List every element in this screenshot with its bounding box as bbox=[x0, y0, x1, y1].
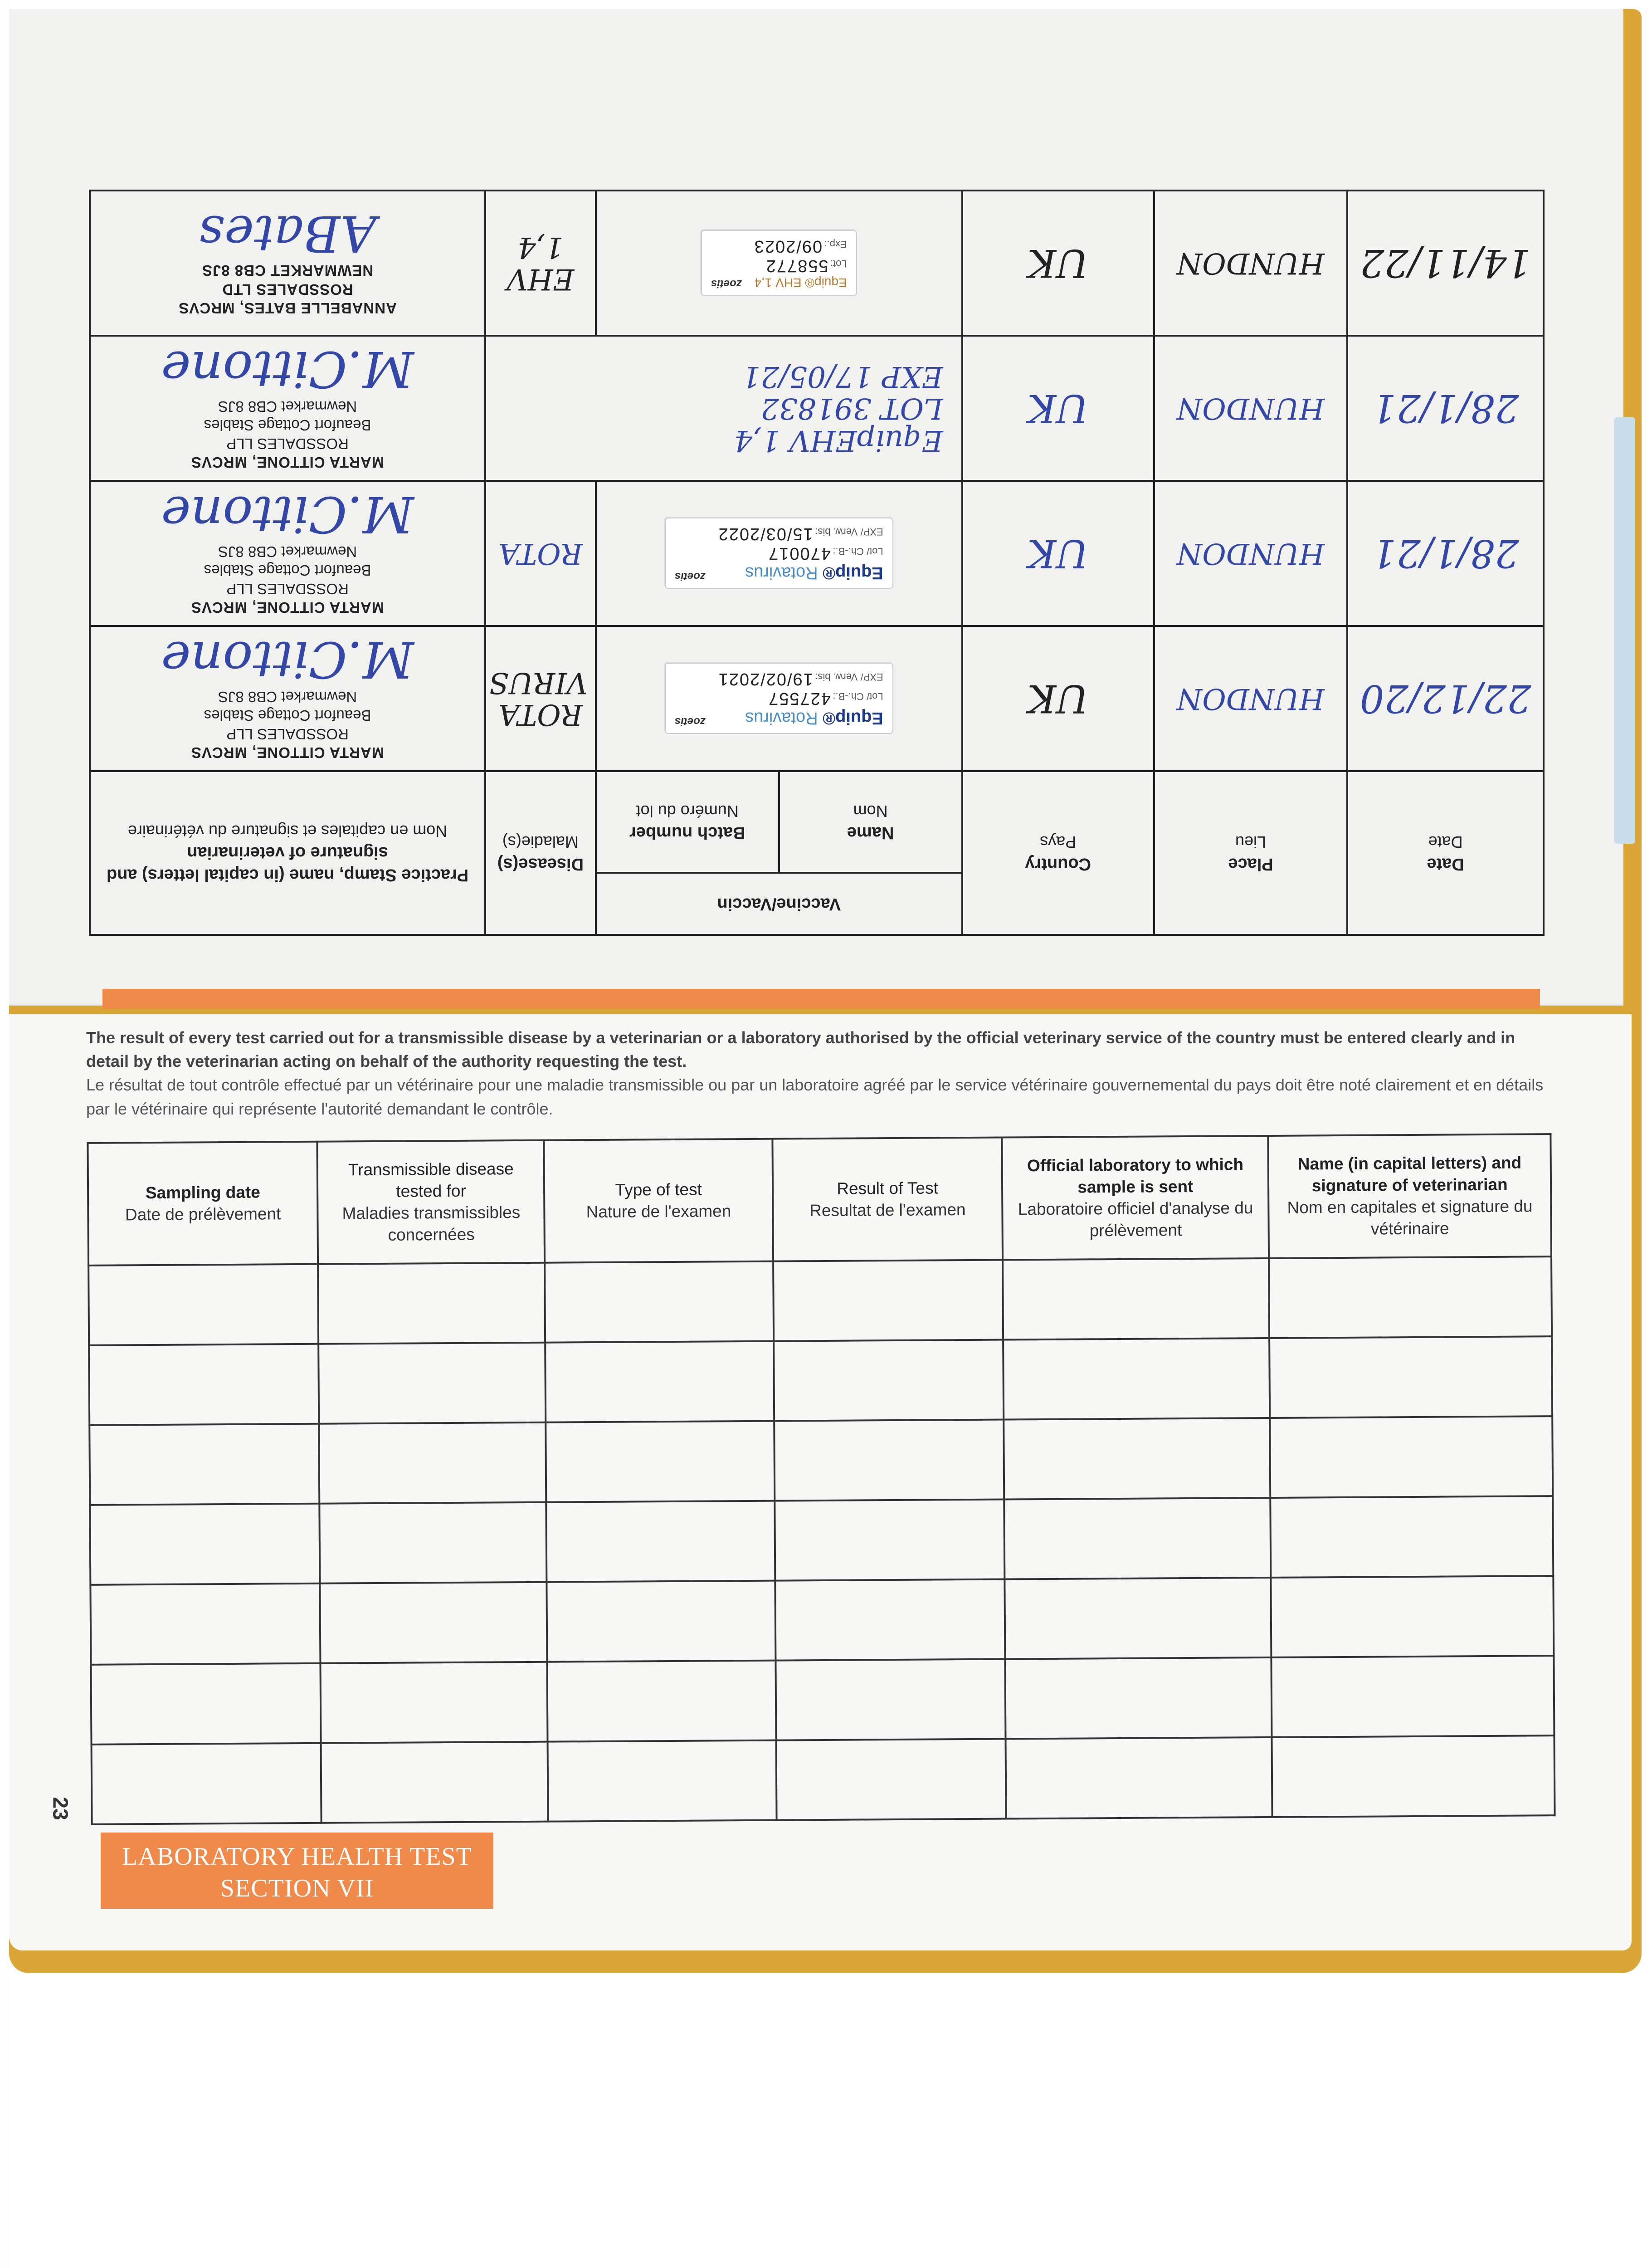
header-vaccine-name: Name Nom bbox=[779, 771, 962, 873]
vaccine-sticker: Equip® Rotavirus zoetis Lot/ Ch.-B.: 470017 EXP/ Verw. bis: 15/03/2022 bbox=[665, 518, 893, 589]
vaccine-sticker-cell bbox=[596, 191, 962, 336]
sticker-brand: Equip® Rotavirus zoetis bbox=[674, 709, 883, 728]
lab-instructions bbox=[86, 1026, 1551, 1121]
vet-signature: M.Cittone bbox=[161, 631, 414, 689]
header-practice-stamp: Practice Stamp, name (in capital letters) and signature of veterinarian Nom en capitales et signature du vétérinaire bbox=[90, 771, 485, 935]
lab-empty-row bbox=[89, 1416, 1553, 1505]
vaccine-sticker-cell bbox=[596, 626, 962, 771]
practice-stamp-cell bbox=[90, 191, 485, 336]
lab-test-table bbox=[87, 1133, 1555, 1825]
lab-header-result: Result of Test Resultat de l'examen bbox=[772, 1138, 1003, 1261]
lab-empty-row bbox=[92, 1735, 1555, 1824]
practice-stamp: MARTA CITTONE, MRCVS ROSSDALES LLP Beaufort Cottage Stables Newmarket CB8 8JS bbox=[190, 398, 385, 471]
handwritten-vaccine-expiry: EXP 17/05/21 bbox=[742, 359, 943, 393]
practice-stamp-cell bbox=[90, 481, 485, 626]
sticker-brand: Equip® EHV 1,4 zoetis bbox=[711, 276, 847, 290]
section-title: LABORATORY HEALTH TEST bbox=[122, 1843, 472, 1871]
row-place: HUNDON bbox=[1154, 626, 1347, 771]
row-disease: EHV 1,4 bbox=[485, 191, 596, 336]
vaccine-sticker: Equip® EHV 1,4 zoetis Lot: 558772 Exp.: 09/2023 bbox=[701, 230, 857, 296]
blue-page-tab bbox=[1614, 417, 1635, 844]
lab-header-row bbox=[88, 1134, 1551, 1266]
lab-header-sampling-date: Sampling date Date de prélèvement bbox=[88, 1142, 318, 1266]
sticker-expiry: 09/2023 bbox=[753, 237, 823, 256]
header-diseases: Disease(s) Maladie(s) bbox=[485, 771, 596, 935]
vaccination-row bbox=[90, 336, 1544, 481]
lab-instructions-en: The result of every test carried out for a transmissible disease by a veterinarian or a laboratory authorised by the official veterinary service of the country must be entered clearly and in detail by the veterinarian acting on behalf of the authority requesting the test. bbox=[86, 1028, 1515, 1071]
vet-signature: M.Cittone bbox=[161, 485, 414, 544]
row-country: UK bbox=[962, 336, 1154, 481]
practice-stamp: ANNABELLE BATES, MRCVS ROSSDALES LTD NEWMARKET CB8 8JS bbox=[178, 262, 397, 317]
lab-header-vet-name: Name (in capital letters) and signature of veterinarian Nom en capitales et signature du vétérinaire bbox=[1268, 1134, 1551, 1258]
vaccination-row bbox=[90, 481, 1544, 626]
vaccine-sticker-cell bbox=[596, 481, 962, 626]
row-place: HUNDON bbox=[1154, 191, 1347, 336]
vet-signature: M.Cittone bbox=[161, 340, 414, 399]
lab-instructions-fr: Le résultat de tout contrôle effectué par un vétérinaire pour une maladie transmissible ou par un laboratoire agréé par le service vétérinaire gouvernemental du pays doit être noté clairement et en détails par le vétérinaire qui représente l'autorité demandant le contrôle. bbox=[86, 1075, 1544, 1118]
practice-stamp: MARTA CITTONE, MRCVS ROSSDALES LLP Beaufort Cottage Stables Newmarket CB8 8JS bbox=[190, 688, 385, 762]
sticker-lot: 558772 bbox=[765, 256, 828, 275]
sticker-lot: 470017 bbox=[768, 544, 831, 563]
vaccination-table bbox=[89, 190, 1545, 936]
practice-stamp-cell bbox=[90, 336, 485, 481]
practice-stamp: MARTA CITTONE, MRCVS ROSSDALES LLP Beaufort Cottage Stables Newmarket CB8 8JS bbox=[190, 543, 385, 616]
section-number: SECTION VII bbox=[220, 1874, 374, 1902]
row-disease: ROTA bbox=[485, 481, 596, 626]
practice-stamp-cell bbox=[90, 626, 485, 771]
sticker-lot: 427557 bbox=[768, 689, 831, 709]
lab-header-test-type: Type of test Nature de l'examen bbox=[544, 1139, 773, 1263]
lab-empty-row bbox=[91, 1656, 1554, 1745]
row-date: 22/12/20 bbox=[1347, 626, 1544, 771]
vaccination-table-upside-down bbox=[89, 190, 1545, 936]
header-date: Date Date bbox=[1347, 771, 1544, 935]
row-date: 14/11/22 bbox=[1347, 191, 1544, 336]
handwritten-vaccine-name: EquipEHV 1,4 bbox=[734, 423, 943, 457]
lab-header-laboratory: Official laboratory to which sample is sent Laboratoire officiel d'analyse du prélèvement bbox=[1002, 1136, 1269, 1260]
vaccination-row bbox=[90, 191, 1544, 336]
lab-empty-row bbox=[90, 1496, 1553, 1585]
lab-empty-row bbox=[89, 1336, 1552, 1425]
vet-signature: ABates bbox=[199, 205, 376, 263]
vaccination-header-row bbox=[90, 873, 1544, 935]
vaccine-sticker: Equip® Rotavirus zoetis Lot/ Ch.-B.: 427557 EXP/ Verw. bis: 19/02/2021 bbox=[665, 663, 893, 734]
row-country: UK bbox=[962, 481, 1154, 626]
orange-header-bar bbox=[102, 989, 1540, 1009]
sticker-expiry: 15/03/2022 bbox=[717, 524, 813, 544]
row-date: 28/1/21 bbox=[1347, 481, 1544, 626]
row-place: HUNDON bbox=[1154, 481, 1347, 626]
header-vaccine-group: Vaccine/Vaccin bbox=[596, 873, 962, 935]
row-country: UK bbox=[962, 626, 1154, 771]
section-title-box bbox=[101, 1833, 493, 1909]
sticker-expiry: 19/02/2021 bbox=[717, 670, 813, 689]
header-place: Place Lieu bbox=[1154, 771, 1347, 935]
header-country: Country Pays bbox=[962, 771, 1154, 935]
vaccination-row bbox=[90, 626, 1544, 771]
header-batch-number: Batch number Numéro du lot bbox=[596, 771, 779, 873]
handwritten-vaccine-lot: LOT 391832 bbox=[760, 391, 943, 425]
row-country: UK bbox=[962, 191, 1154, 336]
row-date: 28/1/21 bbox=[1347, 336, 1544, 481]
handwritten-vaccine-cell bbox=[485, 336, 962, 481]
lab-empty-row bbox=[90, 1576, 1554, 1665]
page-number: 23 bbox=[49, 1797, 73, 1820]
lab-header-disease: Transmissible disease tested for Maladies transmissibles concernées bbox=[317, 1140, 545, 1264]
lab-empty-row bbox=[88, 1256, 1552, 1345]
scan-left-edge bbox=[0, 0, 10, 2268]
row-disease: ROTA VIRUS bbox=[485, 626, 596, 771]
sticker-brand: Equip® Rotavirus zoetis bbox=[674, 563, 883, 583]
row-place: HUNDON bbox=[1154, 336, 1347, 481]
